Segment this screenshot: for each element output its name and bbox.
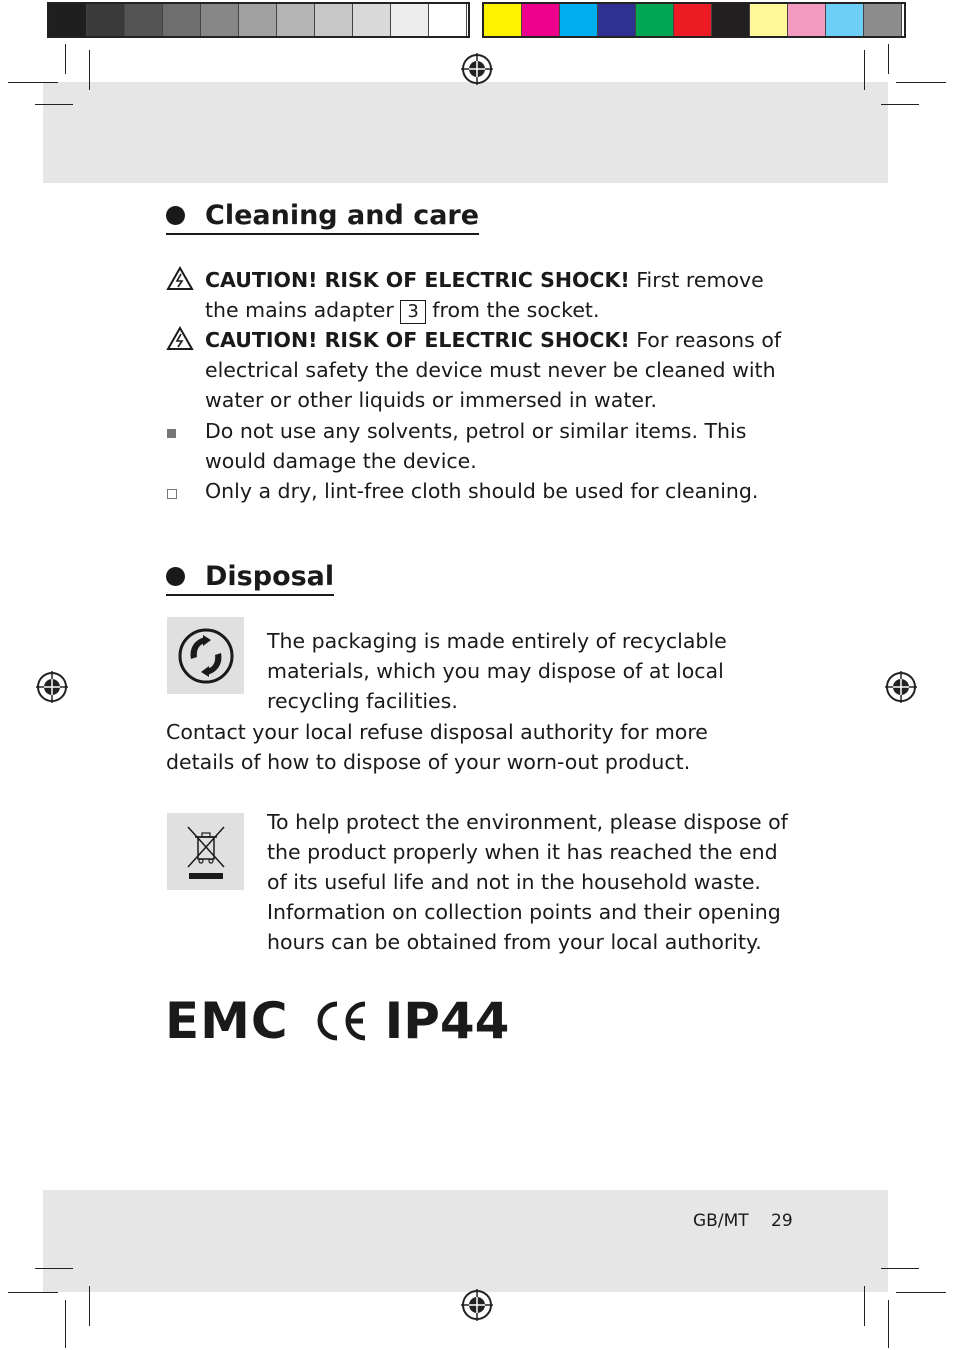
green-dot-recycling-icon <box>167 617 244 694</box>
crop-mark <box>896 1292 946 1293</box>
color-swatch <box>125 4 163 36</box>
heading-text: Cleaning and care <box>205 200 480 231</box>
crop-mark <box>864 50 865 90</box>
color-swatch <box>315 4 353 36</box>
packaging-recycling-text: The packaging is made entirely of recyclable materials, which you may dispose of at local recycling facilities. <box>267 629 727 713</box>
color-swatch <box>598 4 636 36</box>
part-reference: 3 <box>400 300 425 324</box>
color-swatch <box>353 4 391 36</box>
footer-locale: GB/MT <box>693 1211 749 1231</box>
color-swatch <box>429 4 467 36</box>
filled-square-bullet-icon <box>167 429 176 438</box>
heading-bullet-icon <box>166 206 185 225</box>
ip-rating-mark: IP44 <box>384 992 510 1050</box>
page-number: 29 <box>771 1211 793 1231</box>
warning-triangle-icon <box>166 266 194 291</box>
color-swatch <box>788 4 826 36</box>
color-swatch <box>391 4 429 36</box>
crop-mark <box>888 1300 889 1348</box>
heading-text: Disposal <box>205 561 335 592</box>
crop-mark <box>864 1286 865 1326</box>
color-swatch <box>636 4 674 36</box>
warning-text: First remove the mains adapter <box>205 268 764 322</box>
color-swatch <box>201 4 239 36</box>
color-swatch <box>484 4 522 36</box>
color-swatch <box>826 4 864 36</box>
registration-mark-icon <box>460 52 494 86</box>
crop-mark <box>35 104 73 105</box>
environment-disposal-text: To help protect the environment, please dispose of the product properly when it has reached the end of its useful life and not in the household waste. Information on collection points and their opening hours can be obtained from your local authority. <box>267 810 788 954</box>
warning-text: from the socket. <box>425 298 600 322</box>
hollow-square-bullet-icon <box>167 489 177 499</box>
registration-mark-icon <box>884 670 918 704</box>
color-swatch <box>87 4 125 36</box>
color-swatch <box>712 4 750 36</box>
warning-label: CAUTION! RISK OF ELECTRIC SHOCK! <box>205 328 630 352</box>
crop-mark <box>8 1292 58 1293</box>
crop-mark <box>896 82 946 83</box>
header-band <box>43 82 888 183</box>
crop-mark <box>89 1286 90 1326</box>
list-item: Do not use any solvents, petrol or similar items. This would damage the device. <box>205 419 747 473</box>
color-swatch <box>674 4 712 36</box>
heading-bullet-icon <box>166 567 185 586</box>
color-swatch <box>560 4 598 36</box>
ce-mark-icon <box>311 998 371 1044</box>
crop-mark <box>881 104 919 105</box>
color-bar <box>482 2 906 38</box>
footer-band <box>43 1190 888 1292</box>
warning-shock-no-water <box>205 325 795 415</box>
color-swatch <box>49 4 87 36</box>
list-item: Only a dry, lint-free cloth should be used for cleaning. <box>205 479 759 503</box>
crop-mark <box>65 44 66 74</box>
color-swatch <box>522 4 560 36</box>
warning-triangle-icon <box>166 326 194 351</box>
warning-label: CAUTION! RISK OF ELECTRIC SHOCK! <box>205 268 630 292</box>
crop-mark <box>35 1268 73 1269</box>
warning-shock-remove-adapter <box>205 265 795 325</box>
warning-text: For reasons of electrical safety the device must never be cleaned with water or other liquids or immersed in water. <box>205 328 782 412</box>
crop-mark <box>89 50 90 90</box>
crop-mark <box>65 1300 66 1348</box>
contact-authority-text: Contact your local refuse disposal authority for more details of how to dispose of your worn-out product. <box>166 720 708 774</box>
color-swatch <box>163 4 201 36</box>
crop-mark <box>881 1268 919 1269</box>
crop-mark <box>888 44 889 74</box>
crop-mark <box>8 82 58 83</box>
certification-marks <box>165 992 510 1050</box>
section-heading-disposal <box>166 561 334 596</box>
crossed-bin-icon <box>167 813 244 890</box>
section-heading-cleaning <box>166 200 479 235</box>
emc-mark: EMC <box>165 992 289 1050</box>
color-swatch <box>750 4 788 36</box>
grayscale-bar <box>47 2 470 38</box>
color-swatch <box>239 4 277 36</box>
registration-mark-icon <box>35 670 69 704</box>
registration-mark-icon <box>460 1288 494 1322</box>
color-swatch <box>864 4 902 36</box>
color-swatch <box>277 4 315 36</box>
